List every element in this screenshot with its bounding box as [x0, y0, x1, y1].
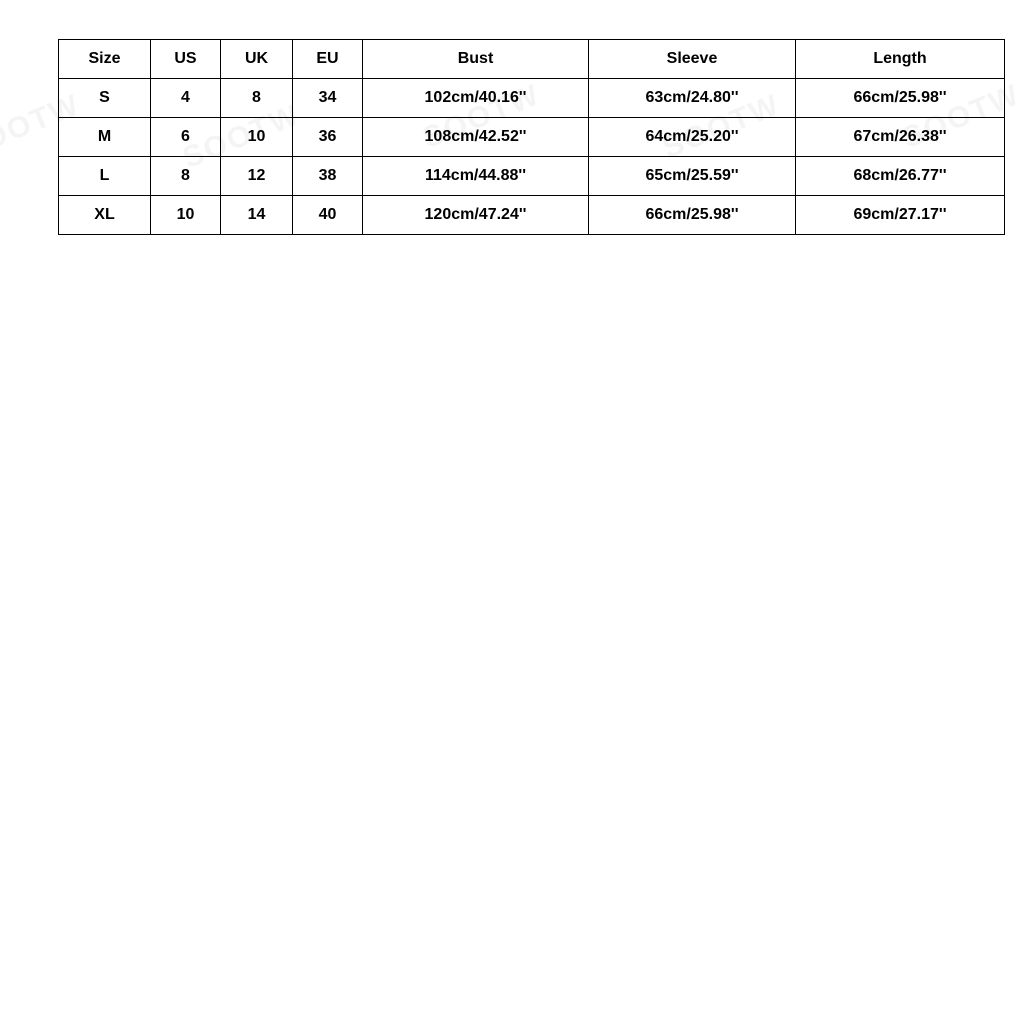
table-row	[59, 157, 1005, 196]
cell-us: 8	[151, 157, 221, 196]
cell-size: S	[59, 79, 151, 118]
cell-eu: 34	[293, 79, 363, 118]
cell-length: 69cm/27.17''	[796, 196, 1005, 235]
header-eu: EU	[293, 40, 363, 79]
table-row	[59, 118, 1005, 157]
size-chart-table	[58, 39, 1005, 235]
cell-uk: 10	[221, 118, 293, 157]
cell-length: 66cm/25.98''	[796, 79, 1005, 118]
cell-sleeve: 64cm/25.20''	[589, 118, 796, 157]
table-header-row	[59, 40, 1005, 79]
table-row	[59, 79, 1005, 118]
cell-sleeve: 65cm/25.59''	[589, 157, 796, 196]
cell-bust: 120cm/47.24''	[363, 196, 589, 235]
header-size: Size	[59, 40, 151, 79]
cell-eu: 38	[293, 157, 363, 196]
cell-us: 6	[151, 118, 221, 157]
cell-size: L	[59, 157, 151, 196]
cell-eu: 40	[293, 196, 363, 235]
cell-bust: 102cm/40.16''	[363, 79, 589, 118]
cell-bust: 108cm/42.52''	[363, 118, 589, 157]
header-us: US	[151, 40, 221, 79]
cell-sleeve: 63cm/24.80''	[589, 79, 796, 118]
header-length: Length	[796, 40, 1005, 79]
table-row	[59, 196, 1005, 235]
cell-uk: 12	[221, 157, 293, 196]
cell-uk: 8	[221, 79, 293, 118]
cell-us: 10	[151, 196, 221, 235]
cell-size: M	[59, 118, 151, 157]
cell-size: XL	[59, 196, 151, 235]
header-sleeve: Sleeve	[589, 40, 796, 79]
cell-us: 4	[151, 79, 221, 118]
cell-eu: 36	[293, 118, 363, 157]
header-bust: Bust	[363, 40, 589, 79]
cell-sleeve: 66cm/25.98''	[589, 196, 796, 235]
header-uk: UK	[221, 40, 293, 79]
cell-length: 68cm/26.77''	[796, 157, 1005, 196]
cell-uk: 14	[221, 196, 293, 235]
cell-bust: 114cm/44.88''	[363, 157, 589, 196]
cell-length: 67cm/26.38''	[796, 118, 1005, 157]
